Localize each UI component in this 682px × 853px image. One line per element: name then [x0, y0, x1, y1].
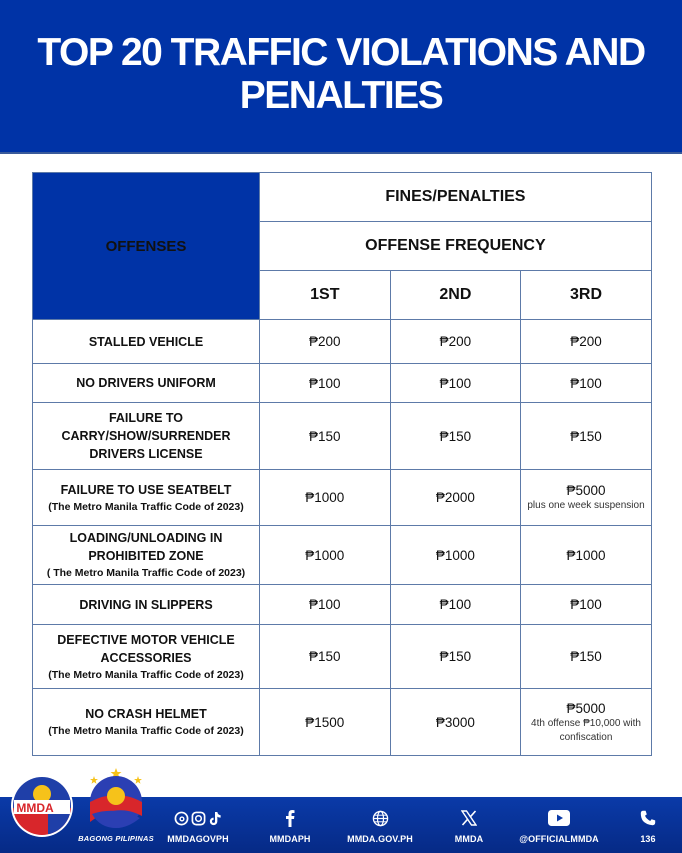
instagram-icon — [191, 811, 206, 826]
fine-amount: ₱2000 — [435, 490, 475, 505]
social-label: MMDAGOVPH — [167, 834, 229, 844]
table-row — [33, 320, 652, 364]
offense-cell — [33, 689, 260, 756]
fine-amount: ₱150 — [309, 649, 341, 664]
fine-cell — [260, 526, 391, 585]
table-row — [33, 625, 652, 689]
fine-cell — [390, 470, 521, 526]
tiktok-icon — [208, 811, 222, 826]
social-label: MMDAPH — [269, 834, 311, 844]
social-label: 136 — [640, 834, 656, 844]
fine-cell — [260, 320, 391, 364]
offense-name: NO DRIVERS UNIFORM — [76, 376, 216, 390]
offense-name: STALLED VEHICLE — [88, 334, 204, 349]
fine-cell — [521, 403, 652, 470]
fine-amount: ₱200 — [439, 334, 472, 349]
fine-amount: ₱1000 — [305, 547, 345, 563]
threads-icon — [174, 811, 189, 826]
fine-cell — [521, 526, 652, 585]
facebook-icon — [285, 809, 295, 827]
fine-cell — [260, 364, 391, 403]
fine-cell — [390, 585, 521, 625]
fine-amount: ₱100 — [439, 375, 472, 391]
globe-icon — [372, 810, 389, 827]
offense-name: FAILURE TO USE SEATBELT — [60, 482, 232, 497]
offense-name: DEFECTIVE MOTOR VEHICLE ACCESSORIES — [57, 632, 235, 665]
fine-amount: ₱150 — [439, 428, 472, 444]
fine-amount: ₱200 — [309, 334, 341, 349]
fine-cell — [390, 625, 521, 689]
frequency-col-1st: 1ST — [260, 271, 391, 320]
fine-amount: ₱5000 — [566, 483, 606, 498]
table-row — [33, 470, 652, 526]
offense-legal-note: ( The Metro Manila Traffic Code of 2023) — [46, 567, 246, 579]
phone-icon — [640, 810, 656, 826]
fine-amount: ₱150 — [309, 428, 341, 444]
fine-cell — [260, 403, 391, 470]
offense-name: NO CRASH HELMET — [85, 707, 207, 721]
fine-cell — [521, 470, 652, 526]
header-banner — [0, 0, 682, 154]
offense-cell — [33, 625, 260, 689]
fine-cell — [390, 689, 521, 756]
fine-amount: ₱100 — [439, 597, 472, 612]
fine-amount: ₱1000 — [305, 490, 345, 505]
frequency-col-2nd: 2ND — [390, 271, 521, 320]
offense-legal-note: (The Metro Manila Traffic Code of 2023) — [48, 668, 244, 681]
youtube-icon — [548, 810, 570, 826]
fine-cell — [260, 470, 391, 526]
offense-name: DRIVING IN SLIPPERS — [79, 597, 213, 612]
fine-cell — [260, 585, 391, 625]
fine-amount: ₱150 — [570, 428, 602, 444]
table-row — [33, 689, 652, 756]
offense-cell — [33, 585, 260, 625]
fine-cell — [260, 689, 391, 756]
penalties-table — [32, 172, 652, 756]
fine-amount: ₱100 — [309, 597, 341, 612]
offense-legal-note: (The Metro Manila Traffic Code of 2023) — [48, 500, 244, 513]
fine-cell — [390, 364, 521, 403]
fine-note: 4th offense ₱10,000 with confiscation — [531, 717, 641, 743]
fine-note: plus one week suspension — [527, 500, 645, 511]
offense-cell — [33, 526, 260, 585]
bagong-pilipinas-text: BAGONG PILIPINAS — [78, 834, 154, 843]
fine-amount: ₱1000 — [435, 547, 475, 563]
offense-name: LOADING/UNLOADING IN PROHIBITED ZONE — [69, 531, 223, 563]
fine-amount: ₱100 — [570, 597, 602, 612]
mmda-logo-text: MMDA — [16, 801, 54, 815]
offense-cell — [33, 320, 260, 364]
fine-cell — [390, 320, 521, 364]
fine-amount: ₱1000 — [566, 547, 606, 563]
offenses-header: OFFENSES — [33, 173, 260, 320]
social-phone[interactable] — [593, 807, 682, 844]
fine-cell — [260, 625, 391, 689]
offense-legal-note: (The Metro Manila Traffic Code of 2023) — [48, 725, 244, 737]
fine-amount: ₱100 — [309, 375, 341, 391]
social-label: MMDA.GOV.PH — [347, 834, 413, 844]
fine-amount: ₱5000 — [566, 700, 606, 716]
fines-header: FINES/PENALTIES — [260, 173, 652, 222]
fine-cell — [521, 585, 652, 625]
table-row — [33, 364, 652, 403]
table-row — [33, 585, 652, 625]
fine-cell — [521, 364, 652, 403]
offense-cell — [33, 403, 260, 470]
fine-amount: ₱150 — [570, 649, 602, 664]
offense-cell — [33, 364, 260, 403]
social-label: MMDA — [454, 834, 484, 844]
frequency-header: OFFENSE FREQUENCY — [260, 222, 652, 271]
mmda-logo — [10, 770, 74, 840]
fine-cell — [521, 689, 652, 756]
fine-cell — [521, 625, 652, 689]
fine-amount: ₱200 — [570, 334, 602, 349]
fine-cell — [390, 403, 521, 470]
page-title: TOP 20 TRAFFIC VIOLATIONS AND PENALTIES — [37, 31, 645, 117]
table-row — [33, 526, 652, 585]
x-icon — [461, 810, 477, 826]
fine-amount: ₱150 — [439, 649, 472, 664]
offense-cell — [33, 470, 260, 526]
fine-cell — [521, 320, 652, 364]
fine-amount: ₱100 — [570, 375, 602, 391]
fine-amount: ₱1500 — [305, 714, 345, 730]
frequency-col-3rd: 3RD — [521, 271, 652, 320]
social-label: @OFFICIALMMDA — [519, 834, 599, 844]
fine-cell — [390, 526, 521, 585]
fine-amount: ₱3000 — [435, 714, 475, 730]
offense-name: FAILURE TO CARRY/SHOW/SURRENDER DRIVERS LICENSE — [61, 411, 231, 461]
table-row — [33, 403, 652, 470]
